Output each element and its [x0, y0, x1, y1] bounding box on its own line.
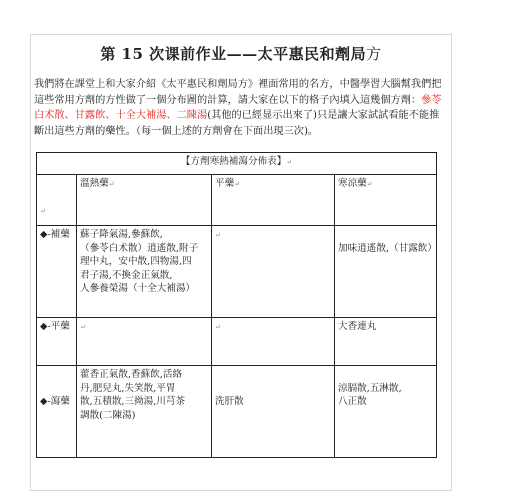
cell-neutral-warm: ↵: [77, 318, 212, 366]
instruction-paragraph: [34, 77, 448, 139]
page-title-tail: 方: [366, 45, 382, 63]
cell-tonify-neutral: ↵: [212, 226, 335, 318]
cell-tonify-cold: 加味逍遙散,（甘露飲）: [335, 226, 437, 318]
header-neutral: 平藥↵: [212, 175, 335, 226]
para-outro: (其他的已經显示出來了)只是讓大家試試看能不能推斷出這些方劑的藥性。（每一個上述的方劑會在下面出現三次)。: [34, 110, 440, 137]
table-caption: 【方劑寒熱補瀉分佈表】↵: [37, 153, 437, 175]
table-row-purge: [37, 366, 437, 458]
para-intro: 我們將在課堂上和大家介紹《太平惠民和劑局方》裡面常用的名方，中醫學習大腦幫我們把這些常用方劑的方性做了一個分布圖的計算，請大家在以下的格子內填入這幾個方劑：: [34, 79, 442, 106]
table-header-row: [37, 175, 437, 226]
cell-tonify-warm: 蘇子降氣湯,參蘇飲, （參苓白术散）逍遙散,附子 理中丸，安中散,四物湯,四 君子湯,不換金正氣散, 人參養榮湯（十全大補湯）: [77, 226, 212, 318]
page-title: [31, 43, 451, 64]
table-row-tonify: [37, 226, 437, 318]
row-label-tonify: ◆-補藥: [37, 226, 77, 318]
cell-neutral-cold: 大香連丸: [335, 318, 437, 366]
header-empty-cell: ↵: [37, 175, 77, 226]
cell-purge-warm: 藿香正氣散,香蘇飲,活絡 丹,肥兒丸,失笑散,平胃 散,五積散,三拗湯,川芎茶 調散(二陳湯): [77, 366, 212, 458]
header-warm: 溫熱藥↵: [77, 175, 212, 226]
para-highlight: 參苓白术散、甘露飲、十全大補湯、二陳湯: [34, 94, 442, 121]
row-label-purge: ◆-瀉藥: [37, 366, 77, 458]
header-cold: 寒涼藥↵: [335, 175, 437, 226]
row-label-neutral: ◆-平藥: [37, 318, 77, 366]
cell-purge-cold: 涼膈散,五淋散, 八正散: [335, 366, 437, 458]
table-caption-row: [37, 153, 437, 175]
document-page: [30, 34, 452, 491]
cell-purge-neutral: 洗肝散: [212, 366, 335, 458]
cell-neutral-neutral: ↵: [212, 318, 335, 366]
page-title-main: 第 15 次课前作业——太平惠民和劑局: [100, 45, 367, 63]
table-row-neutral: [37, 318, 437, 366]
distribution-table: [36, 152, 437, 458]
